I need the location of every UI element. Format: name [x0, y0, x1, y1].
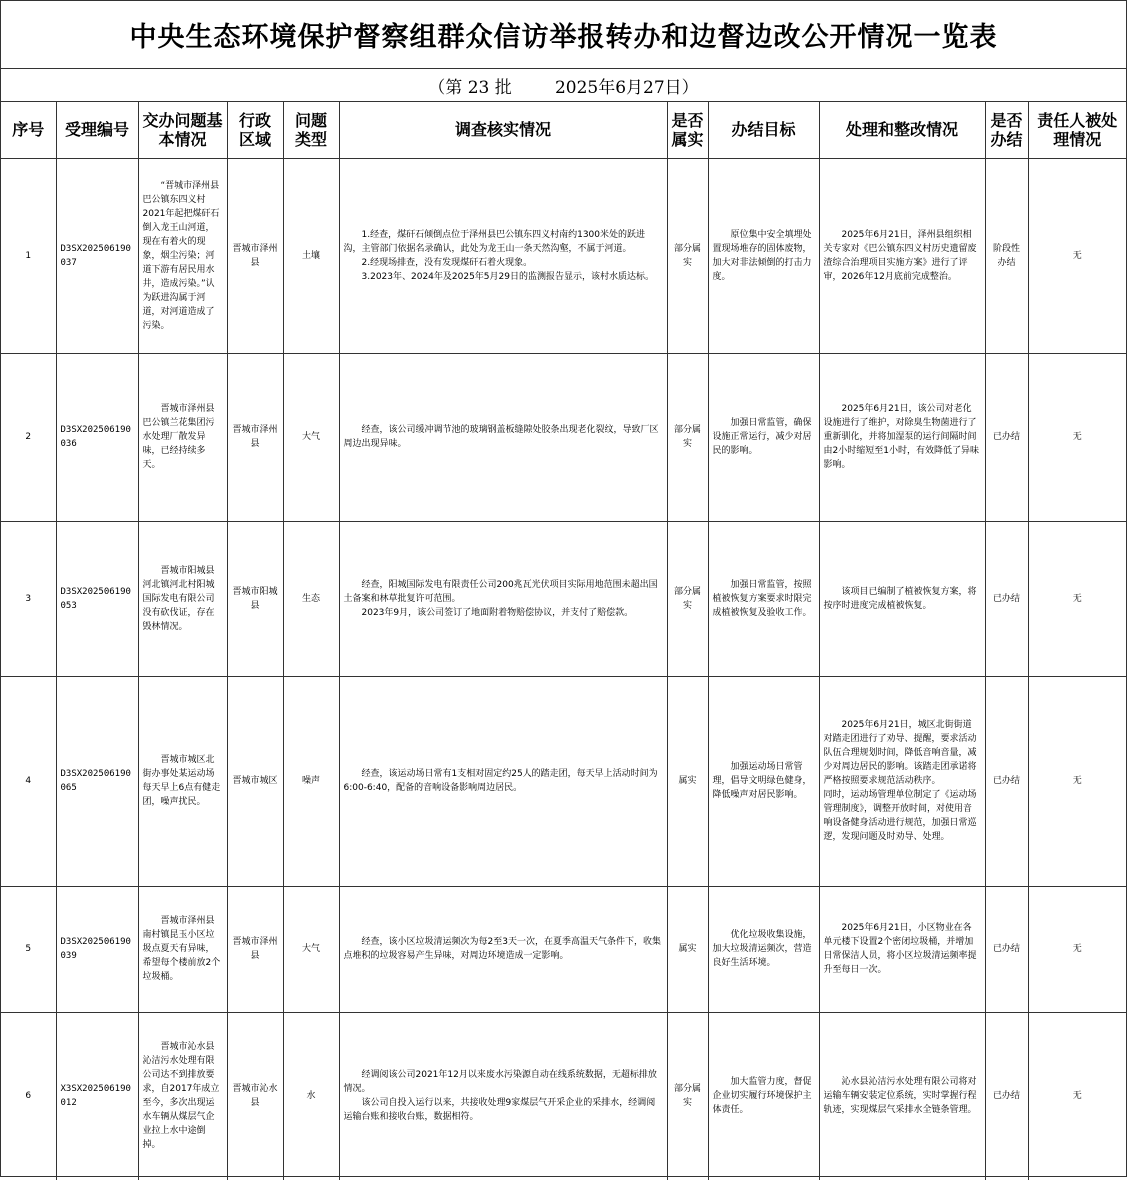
cell-accountability: 无	[1028, 521, 1126, 676]
cell-goal: 加大监管力度，督促企业切实履行环境保护主体责任。	[708, 1012, 819, 1180]
cell-region: 晋城市城区	[227, 676, 283, 886]
header-completed: 是否办结	[985, 102, 1028, 158]
cell-verified: 部分属实	[667, 521, 708, 676]
cell-type: 土壤	[283, 158, 339, 353]
cell-seq: 2	[1, 353, 56, 521]
cell-region: 晋城市沁水县	[227, 1012, 283, 1180]
cell-investigation	[339, 353, 667, 521]
header-rectification: 处理和整改情况	[819, 102, 985, 158]
cell-region: 晋城市泽州县	[227, 886, 283, 1012]
cell-rectification: 沁水县沁洁污水处理有限公司将对运输车辆安装定位系统，实时掌握行程轨迹，实现煤层气采排水全链条管理。	[819, 1012, 985, 1180]
cell-type: 水	[283, 1012, 339, 1180]
cell-investigation	[339, 1012, 667, 1180]
cell-investigation	[339, 521, 667, 676]
table-body	[1, 158, 1126, 1180]
header-investigation: 调查核实情况	[339, 102, 667, 158]
cell-accountability: 无	[1028, 353, 1126, 521]
cell-completed: 阶段性办结	[985, 158, 1028, 353]
cell-investigation-paragraph: 1.经查，煤矸石倾倒点位于泽州县巴公镇东四义村南约1300米处的跃进沟，主管部门依据名录确认，此处为龙王山一条天然沟壑，不属于河道。	[343, 229, 645, 254]
header-verified: 是否属实	[667, 102, 708, 158]
header-accountability: 责任人被处理情况	[1028, 102, 1126, 158]
page-title: 中央生态环境保护督察组群众信访举报转办和边督边改公开情况一览表	[129, 22, 998, 53]
cell-accountability: 无	[1028, 158, 1126, 353]
cell-region: 晋城市阳城县	[227, 521, 283, 676]
cell-goal: 优化垃圾收集设施，加大垃圾清运频次，营造良好生活环境。	[708, 886, 819, 1012]
cell-verified: 部分属实	[667, 158, 708, 353]
cell-goal: 加强日常监管，按照植被恢复方案要求时限完成植被恢复及验收工作。	[708, 521, 819, 676]
cell-issue: “晋城市泽州县巴公镇东四义村2021年起把煤矸石倒入龙王山河道，现在有着火的现象，烟尘污染；河道下游有居民用水井，造成污染。”认为跃进沟属于河道，对河道造成了污染。	[138, 158, 227, 353]
cell-verified: 部分属实	[667, 353, 708, 521]
header-code: 受理编号	[56, 102, 138, 158]
cell-completed: 已办结	[985, 886, 1028, 1012]
cell-completed: 已办结	[985, 521, 1028, 676]
cell-code: D3SX202506190037	[56, 158, 138, 353]
cell-type: 噪声	[283, 676, 339, 886]
cell-verified: 属实	[667, 886, 708, 1012]
table-row	[1, 1012, 1126, 1180]
table-row	[1, 886, 1126, 1012]
header-issue: 交办问题基本情况	[138, 102, 227, 158]
cell-type: 大气	[283, 886, 339, 1012]
cell-issue: 晋城市沁水县沁洁污水处理有限公司达不到排放要求，自2017年成立至今，多次出现运水车辆从煤层气企业拉上水中途倒掉。	[138, 1012, 227, 1180]
cell-type: 大气	[283, 353, 339, 521]
cell-goal: 原位集中安全填埋处置现场堆存的固体废物，加大对非法倾倒的打击力度。	[708, 158, 819, 353]
cell-accountability: 无	[1028, 1012, 1126, 1180]
cell-investigation-paragraph: 经查，该运动场日常有1支相对固定约25人的踏走团，每天早上活动时间为6:00-6:40，配备的音响设备影响周边居民。	[343, 769, 658, 793]
cell-completed: 已办结	[985, 676, 1028, 886]
cell-region: 晋城市泽州县	[227, 158, 283, 353]
cell-code: X3SX202506190012	[56, 1012, 138, 1180]
cell-issue: 晋城市泽州县巴公镇兰花集团污水处理厂散发异味，已经持续多天。	[138, 353, 227, 521]
cell-goal: 加强运动场日常管理，倡导文明绿色健身，降低噪声对居民影响。	[708, 676, 819, 886]
cell-investigation-paragraph: 经调阅该公司2021年12月以来废水污染源自动在线系统数据，无超标排放情况。	[343, 1070, 657, 1095]
header-type: 问题类型	[283, 102, 339, 158]
batch-subtitle: （第 23 批 2025年6月27日）	[428, 77, 699, 98]
cell-region: 晋城市泽州县	[227, 353, 283, 521]
cell-investigation-paragraph: 2023年9月，该公司签订了地面附着物赔偿协议，并支付了赔偿款。	[361, 607, 634, 618]
cell-accountability: 无	[1028, 886, 1126, 1012]
disclosure-table	[1, 102, 1126, 1180]
cell-code: D3SX202506190036	[56, 353, 138, 521]
cell-investigation-paragraph: 该公司自投入运行以来，共接收处理9家煤层气开采企业的采排水，经调阅运输台账和接收台账，数据相符。	[343, 1098, 656, 1123]
cell-issue: 晋城市阳城县河北镇河北村阳城国际发电有限公司没有砍伐证，存在毁林情况。	[138, 521, 227, 676]
cell-rectification: 2025年6月21日，城区北街街道对踏走团进行了劝导、提醒，要求活动队伍合理规划时间，降低音响音量，减少对周边居民的影响。该踏走团承诺将严格按照要求规范活动秩序。 同时，运动场管理单位制定了《运动场管理制度》，调整开放时间，对使用音响设备健身活动进行规范，加强日常巡逻，发现问题及时劝导、处理。	[819, 676, 985, 886]
header-seq: 序号	[1, 102, 56, 158]
title-row	[1, 1, 1126, 69]
cell-issue: 晋城市泽州县南村镇昆玉小区垃圾点夏天有异味，希望每个楼前放2个垃圾桶。	[138, 886, 227, 1012]
cell-seq: 5	[1, 886, 56, 1012]
cell-rectification: 该项目已编制了植被恢复方案，将按序时进度完成植被恢复。	[819, 521, 985, 676]
table-row	[1, 676, 1126, 886]
cell-code: D3SX202506190065	[56, 676, 138, 886]
cell-investigation	[339, 886, 667, 1012]
cell-investigation	[339, 158, 667, 353]
table-row	[1, 521, 1126, 676]
cell-seq: 4	[1, 676, 56, 886]
header-region: 行政区域	[227, 102, 283, 158]
cell-code: D3SX202506190039	[56, 886, 138, 1012]
cell-seq: 1	[1, 158, 56, 353]
cell-completed: 已办结	[985, 353, 1028, 521]
cell-completed: 已办结	[985, 1012, 1028, 1180]
subtitle-row	[1, 69, 1126, 102]
cell-investigation-paragraph: 经查，该公司缓冲调节池的玻璃钢盖板缝隙处胶条出现老化裂纹，导致厂区周边出现异味。	[343, 425, 659, 449]
cell-investigation-paragraph: 2.经现场排查，没有发现煤矸石着火现象。	[361, 257, 533, 268]
cell-issue: 晋城市城区北街办事处某运动场每天早上6点有健走团，噪声扰民。	[138, 676, 227, 886]
cell-goal: 加强日常监管，确保设施正常运行，减少对居民的影响。	[708, 353, 819, 521]
cell-investigation-paragraph: 3.2023年、2024年及2025年5月29日的监测报告显示，该村水质达标。	[361, 271, 654, 282]
cell-rectification: 2025年6月21日，该公司对老化设施进行了维护，对除臭生物菌进行了重新驯化，并将加湿泵的运行间隔时间由2小时缩短至1小时，有效降低了异味影响。	[819, 353, 985, 521]
cell-investigation-paragraph: 经查，该小区垃圾清运频次为每2至3天一次，在夏季高温天气条件下，收集点堆积的垃圾容易产生异味，对周边环境造成一定影响。	[343, 937, 661, 961]
cell-code: D3SX202506190053	[56, 521, 138, 676]
header-goal: 办结目标	[708, 102, 819, 158]
cell-rectification: 2025年6月21日，泽州县组织相关专家对《巴公镇东四义村历史遗留废渣综合治理项目实施方案》进行了评审，2026年12月底前完成整治。	[819, 158, 985, 353]
cell-seq: 6	[1, 1012, 56, 1180]
cell-verified: 部分属实	[667, 1012, 708, 1180]
header-row	[1, 102, 1126, 158]
table-row	[1, 158, 1126, 353]
cell-seq: 3	[1, 521, 56, 676]
cell-investigation-paragraph: 经查，阳城国际发电有限责任公司200兆瓦光伏项目实际用地范围未超出国土备案和林草批复许可范围。	[343, 579, 658, 604]
cell-verified: 属实	[667, 676, 708, 886]
cell-rectification: 2025年6月21日，小区物业在各单元楼下设置2个密闭垃圾桶，并增加日常保洁人员，将小区垃圾清运频率提升至每日一次。	[819, 886, 985, 1012]
table-row	[1, 353, 1126, 521]
cell-type: 生态	[283, 521, 339, 676]
cell-investigation	[339, 676, 667, 886]
cell-accountability: 无	[1028, 676, 1126, 886]
